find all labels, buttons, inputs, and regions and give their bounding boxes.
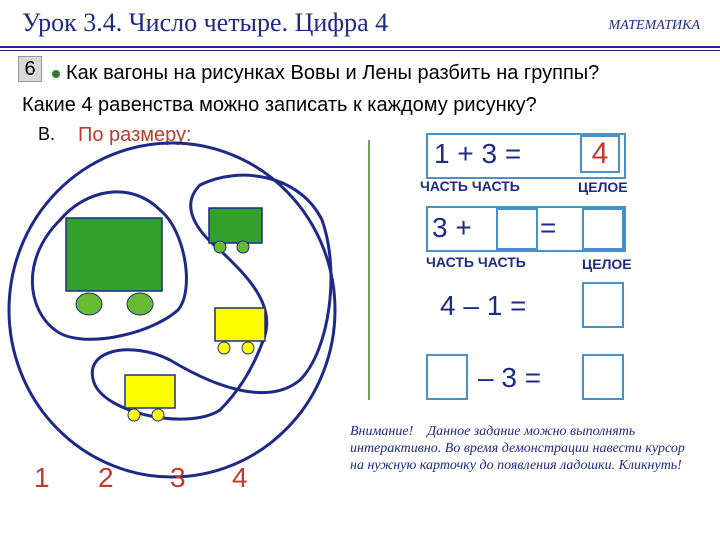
- part-label: ЧАСТЬ: [426, 254, 474, 270]
- eq4-blank-card[interactable]: [426, 354, 468, 400]
- small-green-wagon: [209, 208, 262, 243]
- question-text-1: Как вагоны на рисунках Вовы и Лены разбить на группы?: [66, 62, 600, 84]
- eq2-part-labels: [426, 254, 526, 270]
- wheel: [76, 293, 102, 315]
- yellow-wagon-left: [125, 375, 175, 408]
- header-divider-thin: [0, 50, 720, 51]
- equation-1: [434, 138, 521, 170]
- wheel: [218, 342, 230, 354]
- eq4-result-card[interactable]: [582, 354, 624, 400]
- eq3-eq: =: [510, 290, 527, 321]
- question-line-2: Какие 4 равенства можно записать к каждому рисунку?: [22, 94, 537, 116]
- part-label: ЧАСТЬ: [471, 178, 520, 194]
- option-label: По размеру:: [78, 124, 192, 146]
- divider-line: [368, 140, 370, 400]
- figure-number-1: 1: [34, 462, 50, 493]
- wagons-figure: [0, 140, 370, 480]
- big-green-wagon: [66, 218, 162, 291]
- wheel: [242, 342, 254, 354]
- eq4-b: 3: [501, 362, 517, 393]
- header-divider: [0, 46, 720, 48]
- figure-number-2: 2: [98, 462, 114, 493]
- eq1-eq: =: [504, 138, 522, 169]
- eq2-left: [432, 212, 472, 244]
- eq3-result-card[interactable]: [582, 282, 624, 328]
- eq2-op: +: [455, 212, 472, 243]
- wheel: [152, 409, 164, 421]
- eq1-result-card[interactable]: 4: [580, 135, 620, 173]
- lesson-title: Урок 3.4. Число четыре. Цифра 4: [22, 8, 389, 37]
- option-letter: В.: [38, 124, 56, 144]
- subject-label: МАТЕМАТИКА: [608, 18, 700, 33]
- outer-circle: [9, 143, 335, 477]
- eq2-whole-label: ЦЕЛОЕ: [582, 256, 632, 272]
- wheel: [214, 241, 226, 253]
- eq2-a: 3: [432, 212, 448, 243]
- note-text: Данное задание можно выполнять интерактивно. Во время демонстрации навести курсор на нужную карточку до появления ладошки. Кликнуть!: [350, 424, 685, 473]
- figure-number-4: 4: [232, 462, 248, 493]
- eq2-eq: =: [540, 212, 557, 243]
- task-number: 6: [18, 56, 42, 82]
- eq1-a: 1: [434, 138, 450, 169]
- question-line-1: [52, 62, 599, 85]
- wheel: [128, 409, 140, 421]
- eq4-op: –: [478, 362, 494, 393]
- equation-4: [478, 362, 541, 394]
- eq3-b: 1: [486, 290, 503, 321]
- interactive-note: [350, 423, 695, 474]
- bullet-icon: [52, 70, 60, 78]
- eq1-b: 3: [481, 138, 498, 169]
- eq3-a: 4: [440, 290, 456, 321]
- wheel: [237, 241, 249, 253]
- eq1-op: +: [457, 138, 474, 169]
- eq2-blank-card[interactable]: [496, 208, 538, 250]
- figure-number-3: 3: [170, 462, 186, 493]
- eq2-result-card[interactable]: [582, 208, 624, 250]
- eq4-eq: =: [524, 362, 542, 393]
- note-title: Внимание!: [350, 424, 414, 439]
- equation-3: [440, 290, 526, 322]
- part-label: ЧАСТЬ: [420, 178, 468, 194]
- wheel: [127, 293, 153, 315]
- yellow-wagon-right: [215, 308, 265, 341]
- eq3-op: –: [463, 290, 479, 321]
- eq1-whole-label: ЦЕЛОЕ: [578, 179, 628, 195]
- part-label: ЧАСТЬ: [477, 254, 526, 270]
- eq1-part-labels: [420, 178, 520, 194]
